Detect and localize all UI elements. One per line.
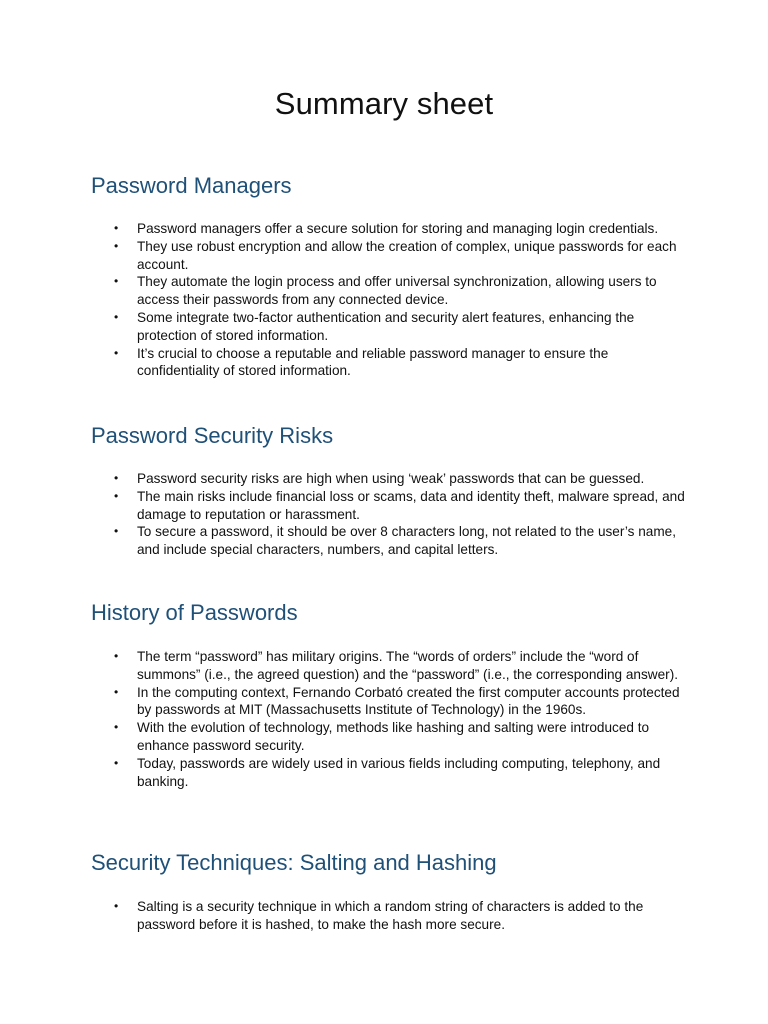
list-item — [91, 345, 691, 381]
bullet-icon: • — [114, 345, 119, 360]
bullet-icon: • — [114, 720, 119, 735]
list-item — [91, 309, 691, 345]
list-item-text: Salting is a security technique in which a random string of characters is added to the password before it is hashed, to make the hash more secure. — [137, 899, 644, 932]
section-security-techniques — [91, 848, 691, 934]
section-password-security-risks — [91, 421, 691, 559]
list-item — [91, 488, 691, 524]
list-item — [91, 648, 691, 684]
list-item — [91, 755, 691, 791]
list-item — [91, 684, 691, 720]
list-item-text: Password security risks are high when using ‘weak’ passwords that can be guessed. — [137, 471, 645, 486]
list-item — [91, 719, 691, 755]
bullet-icon: • — [114, 471, 119, 485]
list-item-text: Some integrate two-factor authentication and security alert features, enhancing the protection of stored information. — [137, 309, 635, 343]
bullet-list — [91, 470, 691, 559]
section-history-of-passwords — [91, 598, 691, 790]
list-item-text: They automate the login process and offer universal synchronization, allowing users to access their passwords from any connected device. — [137, 274, 657, 308]
list-item — [91, 470, 691, 488]
list-item — [91, 273, 691, 309]
list-item-text: In the computing context, Fernando Corbató created the first computer accounts protected by passwords at MIT (Massachusetts Institute of Technology) in the 1960s. — [137, 684, 680, 718]
section-heading: Password Security Risks — [91, 423, 334, 448]
page-title: Summary sheet — [274, 86, 494, 121]
bullet-list — [91, 898, 691, 934]
list-item — [91, 220, 691, 238]
bullet-list — [91, 648, 691, 790]
list-item-text: Password managers offer a secure solution for storing and managing login credentials. — [137, 221, 659, 236]
list-item-text: It’s crucial to choose a reputable and reliable password manager to ensure the confidentiality of stored information. — [137, 345, 609, 379]
section-heading: Security Techniques: Salting and Hashing — [91, 850, 497, 875]
bullet-icon: • — [114, 684, 119, 699]
bullet-icon: • — [114, 221, 119, 235]
bullet-icon: • — [114, 488, 119, 503]
section-password-managers — [91, 171, 691, 380]
bullet-icon: • — [114, 524, 119, 539]
list-item-text: They use robust encryption and allow the creation of complex, unique passwords for each account. — [137, 238, 677, 272]
list-item-text: Today, passwords are widely used in various fields including computing, telephony, and banking. — [137, 755, 661, 789]
list-item-text: The term “password” has military origins. The “words of orders” include the “word of summons” (i.e., the agreed question) and the “password” (i.e., the corresponding answer). — [137, 649, 678, 682]
bullet-icon: • — [114, 309, 119, 324]
bullet-icon: • — [114, 274, 119, 289]
list-item-text: The main risks include financial loss or scams, data and identity theft, malware spread, and damage to reputation or harassment. — [137, 488, 685, 522]
list-item — [91, 238, 691, 274]
list-item — [91, 898, 691, 934]
list-item-text: With the evolution of technology, methods like hashing and salting were introduced to enhance password security. — [137, 720, 650, 753]
bullet-icon: • — [114, 755, 119, 770]
section-heading: Password Managers — [91, 173, 292, 198]
bullet-list — [91, 220, 691, 380]
bullet-icon: • — [114, 238, 119, 253]
section-heading: History of Passwords — [91, 600, 298, 625]
list-item-text: To secure a password, it should be over 8 characters long, not related to the user’s name, and include special characters, numbers, and capital letters. — [137, 524, 677, 558]
bullet-icon: • — [114, 899, 119, 913]
list-item — [91, 523, 691, 559]
bullet-icon: • — [114, 649, 119, 663]
